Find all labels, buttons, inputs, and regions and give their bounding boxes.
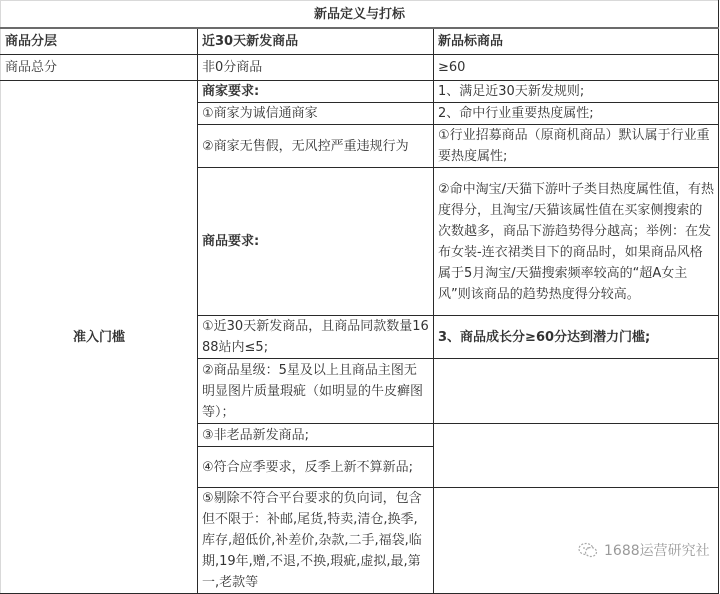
watermark — [578, 540, 710, 560]
newtag-rule-2-1: ①行业招募商品（原商机商品）默认属于行业重要热度属性; — [434, 125, 719, 168]
product-req-item: ⑤剔除不符合平台要求的负向词，包含但不限于：补邮,尾货,特卖,清仓,换季,库存,超低价,补差价,杂款,二手,福袋,临期,19年,赠,不退,不换,瑕疵,虚拟,最,第一,老款等 — [198, 488, 434, 594]
merchant-req-label: 商家要求: — [198, 81, 434, 103]
title-row — [1, 1, 719, 29]
score-label: 商品总分 — [1, 55, 198, 81]
empty-cell — [434, 424, 719, 488]
product-req-item: ①近30天新发商品，且商品同款数量1688站内≤5; — [198, 316, 434, 359]
product-req-item: ③非老品新发商品; — [198, 424, 434, 447]
empty-cell — [434, 359, 719, 424]
score-newtag: ≥60 — [434, 55, 719, 81]
gate-label: 准入门槛 — [1, 81, 198, 594]
product-req-item: ④符合应季要求，反季上新不算新品; — [198, 447, 434, 488]
product-req-item: ②商品星级：5星及以上且商品主图无明显图片质量瑕疵（如明显的牛皮癣图等）； — [198, 359, 434, 424]
newtag-rule-1: 1、满足近30天新发规则; — [434, 81, 719, 103]
newtag-rule-3: 3、商品成长分≥60分达到潜力门槛; — [434, 316, 719, 359]
header-tier: 商品分层 — [1, 28, 198, 55]
newtag-rule-2: 2、命中行业重要热度属性; — [434, 103, 719, 125]
sheet-title: 新品定义与打标 — [1, 1, 719, 29]
merchant-req-item: ①商家为诚信通商家 — [198, 103, 434, 125]
watermark-text: 1688运营研究社 — [604, 543, 710, 559]
header-newtag: 新品标商品 — [434, 28, 719, 55]
merchant-req-item: ②商家无售假，无风控严重违规行为 — [198, 125, 434, 168]
product-req-label: 商品要求: — [198, 168, 434, 316]
score-row — [1, 55, 719, 81]
header-new30: 近30天新发商品 — [198, 28, 434, 55]
score-new30: 非0分商品 — [198, 55, 434, 81]
newtag-rule-2-2: ②命中淘宝/天猫下游叶子类目热度属性值，有热度得分，且淘宝/天猫该属性值在买家侧搜索的次数越多，商品下游趋势得分越高；举例：在发布女装-连衣裙类目下的商品时，如果商品风格属于5月淘宝/天猫搜索频率较高的“超A女主风”则该商品的趋势热度得分较高。 — [434, 168, 719, 316]
wechat-icon — [578, 542, 598, 558]
table-row — [1, 81, 719, 103]
header-row — [1, 28, 719, 55]
